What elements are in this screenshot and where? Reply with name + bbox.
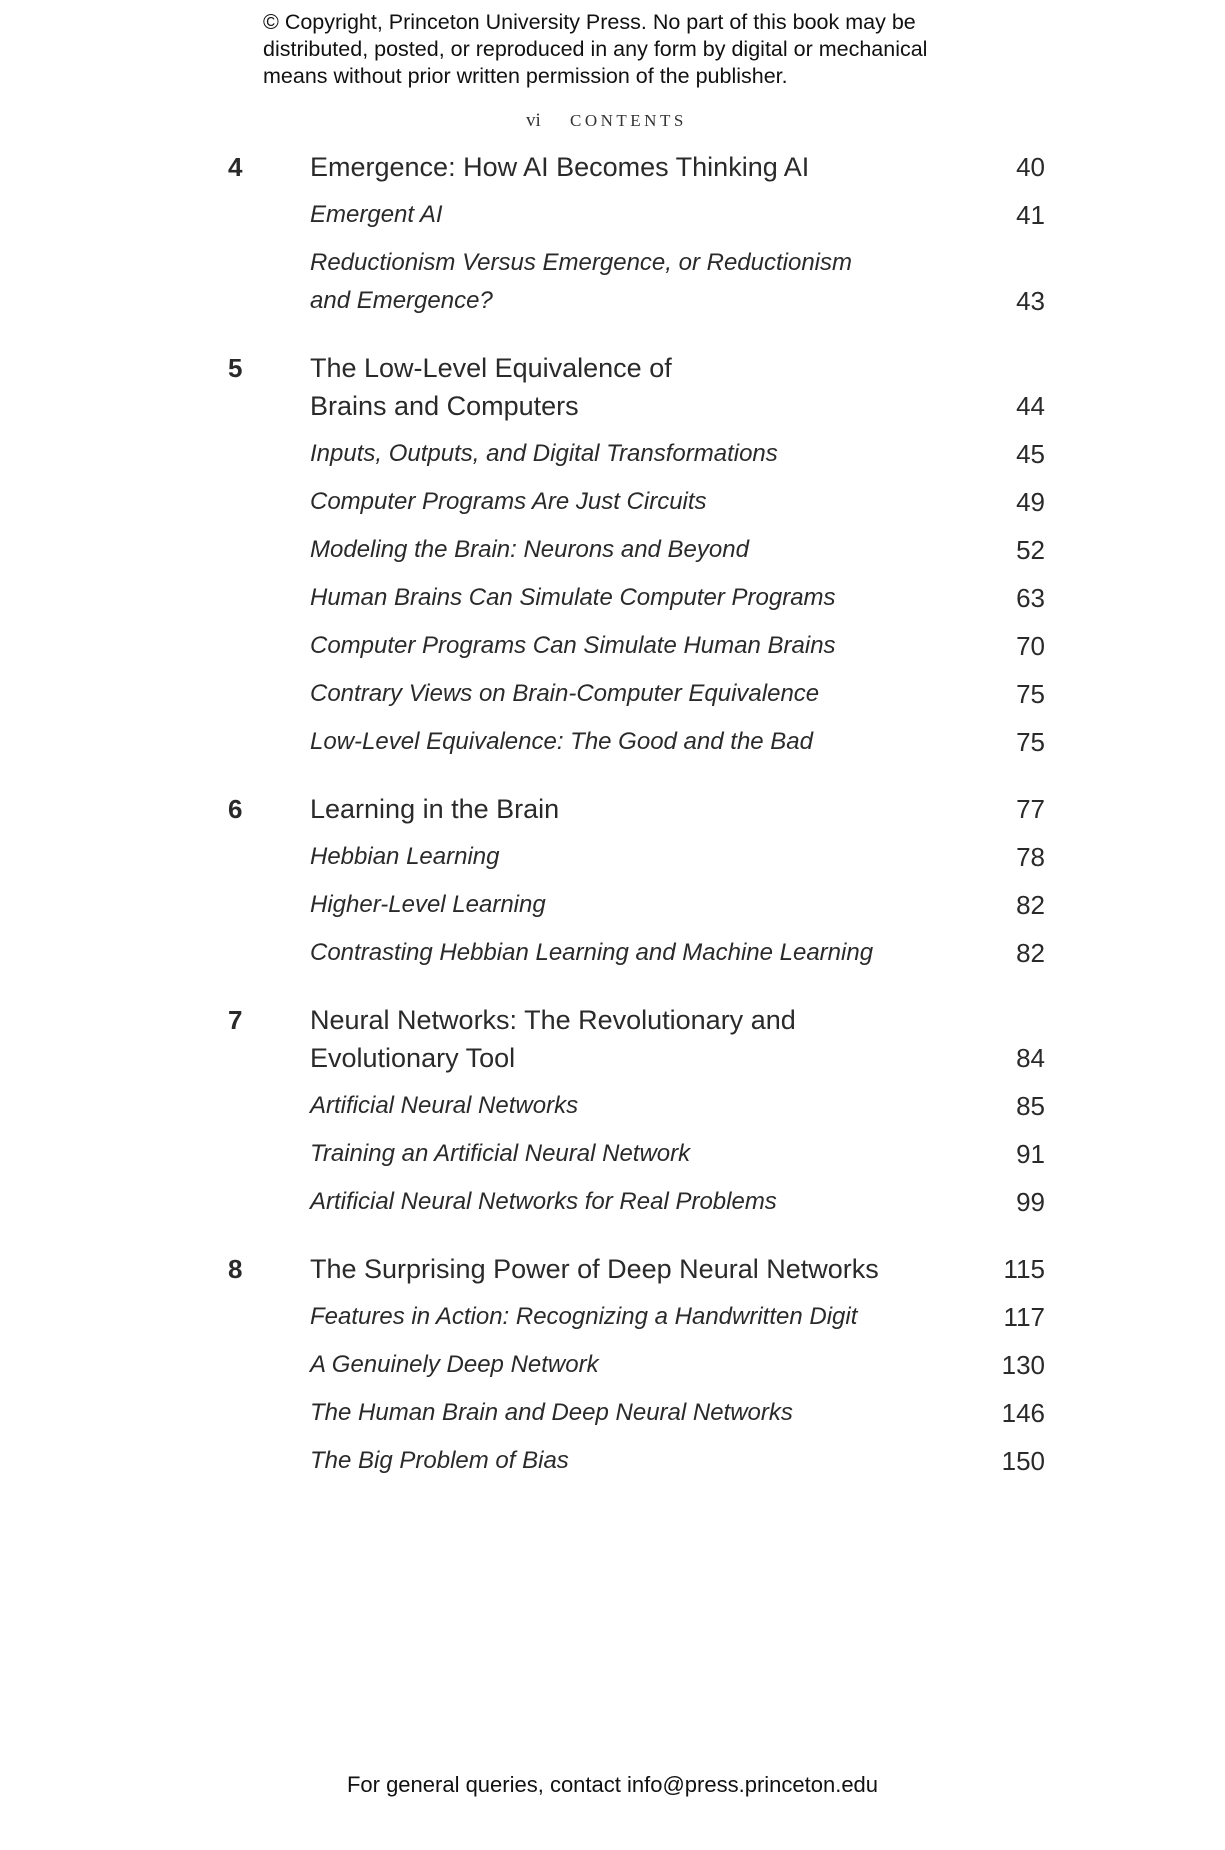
section-page-number: 85 (1016, 1091, 1045, 1121)
chapter-page-number: 84 (1016, 1043, 1045, 1073)
section-page-number: 78 (1016, 842, 1045, 872)
chapter-title[interactable]: Neural Networks: The Revolutionary and (310, 1005, 796, 1035)
copyright-line: © Copyright, Princeton University Press. No part of this book may be (263, 10, 916, 34)
chapter-number: 5 (228, 353, 243, 383)
section-title[interactable]: Human Brains Can Simulate Computer Programs (310, 584, 836, 611)
section-page-number: 45 (1016, 439, 1045, 469)
section-page-number: 52 (1016, 535, 1045, 565)
section-title[interactable]: Contrasting Hebbian Learning and Machine Learning (310, 939, 874, 966)
section-title[interactable]: A Genuinely Deep Network (310, 1351, 599, 1378)
section-page-number: 75 (1016, 727, 1045, 757)
section-page-number: 63 (1016, 583, 1045, 613)
chapter-number: 6 (228, 794, 243, 824)
section-title[interactable]: The Human Brain and Deep Neural Networks (310, 1399, 793, 1426)
chapter-title[interactable]: Brains and Computers (310, 391, 579, 421)
chapter-page-number: 115 (1003, 1254, 1045, 1284)
chapter-page-number: 44 (1016, 391, 1045, 421)
section-page-number: 130 (1001, 1350, 1045, 1380)
section-page-number: 75 (1016, 679, 1045, 709)
section-title[interactable]: Emergent AI (310, 201, 443, 228)
section-page-number: 150 (1001, 1446, 1045, 1476)
section-title[interactable]: Artificial Neural Networks for Real Problems (310, 1188, 777, 1215)
section-title[interactable]: Low-Level Equivalence: The Good and the Bad (310, 728, 814, 755)
running-title: CONTENTS (570, 111, 687, 130)
section-title[interactable]: and Emergence? (310, 287, 493, 314)
copyright-line: means without prior written permission of the publisher. (263, 64, 788, 88)
section-title[interactable]: Computer Programs Can Simulate Human Brains (310, 632, 836, 659)
section-page-number: 82 (1016, 890, 1045, 920)
copyright-line: distributed, posted, or reproduced in any form by digital or mechanical (263, 37, 928, 61)
chapter-page-number: 40 (1016, 152, 1045, 182)
section-title[interactable]: Higher-Level Learning (310, 891, 546, 918)
chapter-title[interactable]: Evolutionary Tool (310, 1043, 516, 1073)
section-page-number: 91 (1016, 1139, 1045, 1169)
section-page-number: 43 (1016, 286, 1045, 316)
section-title[interactable]: Computer Programs Are Just Circuits (310, 488, 707, 515)
chapter-title[interactable]: Emergence: How AI Becomes Thinking AI (310, 152, 810, 182)
chapter-number: 7 (228, 1005, 243, 1035)
page-folio: vi (526, 110, 541, 131)
footer-contact: For general queries, contact info@press.princeton.edu (346, 1772, 879, 1797)
section-title[interactable]: Features in Action: Recognizing a Handwritten Digit (310, 1303, 858, 1330)
chapter-title[interactable]: Learning in the Brain (310, 794, 560, 824)
section-title[interactable]: Inputs, Outputs, and Digital Transformations (310, 440, 778, 467)
section-title[interactable]: Contrary Views on Brain-Computer Equivalence (310, 680, 820, 707)
chapter-number: 8 (228, 1254, 243, 1284)
section-page-number: 82 (1016, 938, 1045, 968)
section-page-number: 99 (1016, 1187, 1045, 1217)
section-title[interactable]: Modeling the Brain: Neurons and Beyond (310, 536, 749, 563)
section-title[interactable]: The Big Problem of Bias (310, 1447, 569, 1474)
section-page-number: 41 (1016, 200, 1045, 230)
chapter-page-number: 77 (1016, 794, 1045, 824)
chapter-title[interactable]: The Surprising Power of Deep Neural Networks (310, 1254, 879, 1284)
section-page-number: 49 (1016, 487, 1045, 517)
section-page-number: 146 (1001, 1398, 1045, 1428)
chapter-number: 4 (228, 152, 243, 182)
section-page-number: 117 (1003, 1302, 1045, 1332)
section-title[interactable]: Hebbian Learning (310, 843, 500, 870)
section-page-number: 70 (1016, 631, 1045, 661)
section-title[interactable]: Artificial Neural Networks (310, 1092, 579, 1119)
copyright-notice (263, 9, 983, 90)
section-title[interactable]: Training an Artificial Neural Network (310, 1140, 691, 1167)
section-title[interactable]: Reductionism Versus Emergence, or Reductionism (310, 249, 853, 276)
chapter-title[interactable]: The Low-Level Equivalence of (310, 353, 672, 383)
